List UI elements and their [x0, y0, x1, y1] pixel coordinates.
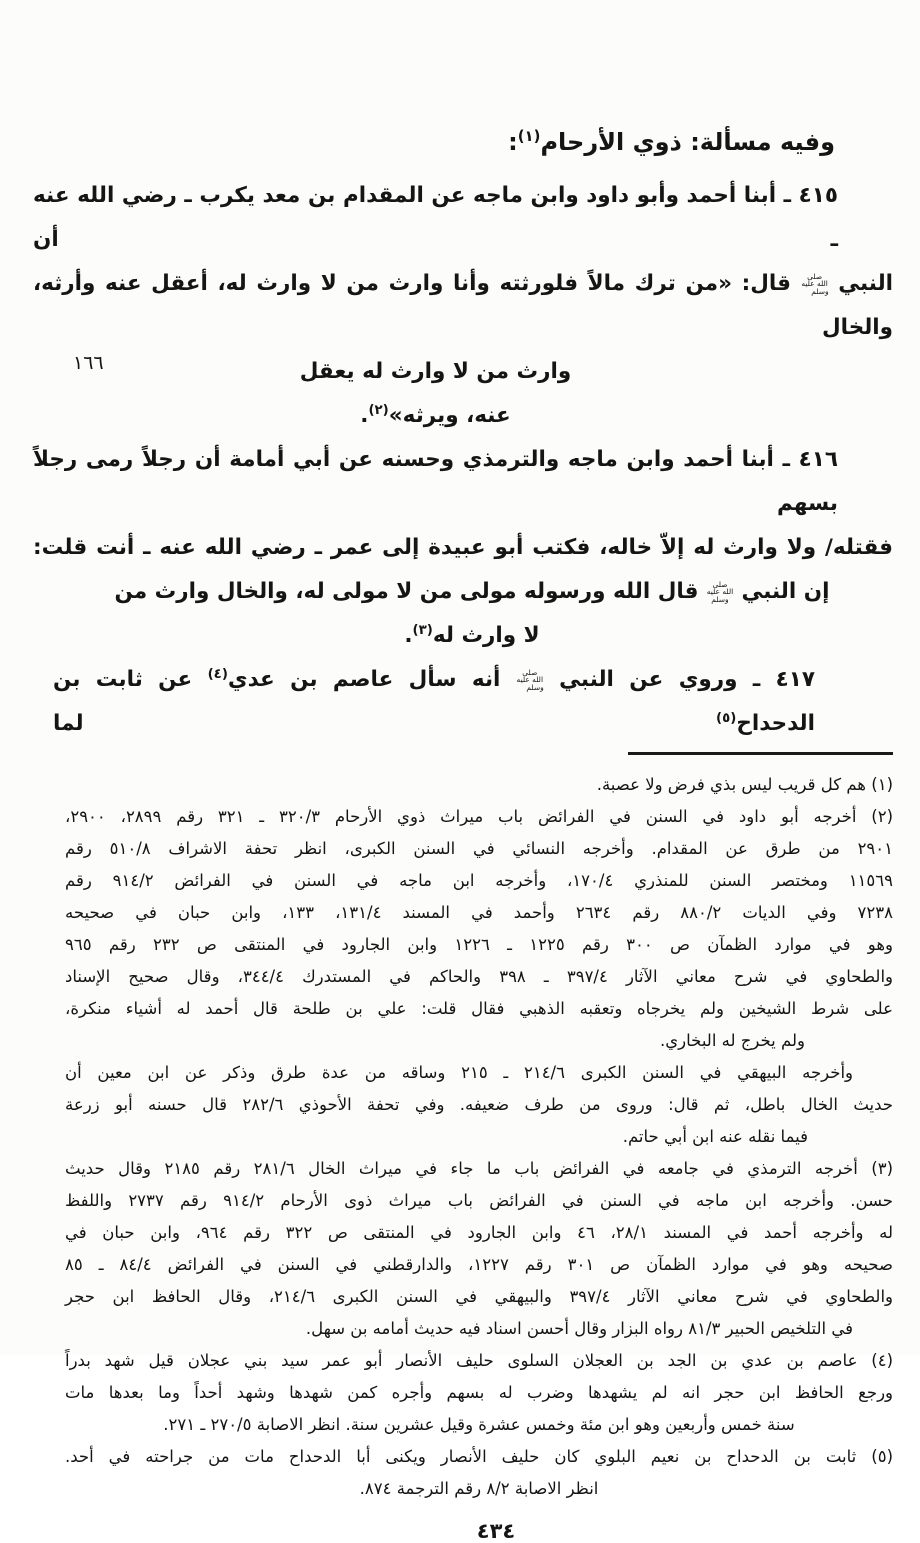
footnotes-block — [33, 769, 893, 1505]
footnote-2-line-5: وهو في موارد الظمآن ص ٣٠٠ رقم ١٢٢٥ ـ ١٢٢٦ وابن الجارود في المنتقى ص ٢٣٢ رقم ٩٦٥ — [65, 935, 893, 954]
footnote-3-line-1: (٣) أخرجه الترمذي في جامعه في الفرائض باب ما جاء في ميراث الخال ٢٨١/٦ رقم ٢١٨٥ وقال حديث — [65, 1159, 894, 1178]
footnote-2-line-10: حديث الخال باطل، ثم قال: وروى من طرف ضعيفه. وفي تحفة الأحوذي ٢٨٢/٦ قال حسنه أبو زرعة — [65, 1095, 893, 1114]
footnote-2-line-8: ولم يخرج له البخاري. — [660, 1031, 805, 1050]
page-number: ٤٣٤ — [476, 1519, 516, 1543]
footnote-2-line-9: وأخرجه البيهقي في السنن الكبرى ٢١٤/٦ ـ ٢١٥ وساقه من عدة طرق وذكر عن ابن معين أن — [65, 1063, 853, 1082]
footnote-2-line-3: ١١٥٦٩ ومختصر السنن للمنذري ١٧٠/٤، وأخرجه ابن ماجه في السنن في الفرائض ٩١٤/٢ رقم — [65, 871, 893, 890]
hadith-416-line-3: إن النبي صلى الله عليه وسلم قال الله ورسوله مولى من لا مولى له، والخال وارث من لا وارث له$^{(٣)}$. — [114, 579, 830, 648]
text-column — [33, 0, 893, 1543]
margin-folio-number: ١٦٦ — [73, 352, 104, 374]
footnote-2-line-6: والطحاوي في شرح معاني الآثار ٣٩٧/٤ ـ ٣٩٨ والحاكم في المستدرك ٣٤٤/٤، وقال صحيح الإسناد — [65, 967, 894, 986]
hadith-417-line-1: ٤١٧ ـ وروي عن النبي صلى الله عليه وسلم أنه سأل عاصم بن عدي$^{(٤)}$ عن ثابت بن الدحداح$^{(٥)}$ لما — [53, 666, 816, 736]
hadith-415-line-1: ٤١٥ ـ أبنا أحمد وأبو داود وابن ماجه عن المقدام بن معد يكرب ـ رضي الله عنه ـ أن — [33, 183, 838, 252]
footnote-5-line-2: انظر الاصابة ٨/٢ رقم الترجمة ٨٧٤. — [359, 1479, 599, 1498]
pbuh-seal: صلى الله عليه وسلم — [801, 271, 829, 296]
footnote-3-line-6: في التلخيص الحبير ٨١/٣ رواه البزار وقال أحسن اسناد فيه حديث أمامه بن سهل. — [305, 1319, 853, 1338]
footnote-3-line-4: صحيحه وهو في موارد الظمآن ص ٣٠١ رقم ١٢٢٧، والدارقطني في السنن في الفرائض ٨٤/٤ ـ ٨٥ — [65, 1255, 894, 1274]
footnote-2-line-2: ٢٩٠١ من طرق عن المقدام. وأخرجه النسائي في السنن الكبرى، انظر تحفة الاشراف ٥١٠/٨ رقم — [65, 839, 894, 858]
footnote-2-line-7: على شرط الشيخين ولم يخرجاه وتعقبه الذهبي فقال قلت: علي بن طلحة قال أحمد له أشياء منكرة، — [65, 999, 893, 1018]
pbuh-seal: صلى الله عليه وسلم — [516, 667, 544, 692]
hadith-416-line-1: ٤١٦ ـ أبنا أحمد وابن ماجه والترمذي وحسنه عن أبي أمامة أن رجلاً رمى رجلاً بسهم — [33, 447, 838, 516]
footnote-1-line-1: (١) هم كل قريب ليس بذي فرض ولا عصبة. — [596, 775, 893, 794]
footnote-4-line-1: (٤) عاصم بن عدي بن الجد بن العجلان السلوى حليف الأنصار أبو عمر سيد بني عجلان قيل شهد بدراً — [65, 1351, 893, 1370]
footnote-2-line-11: فيما نقله عنه ابن أبي حاتم. — [622, 1127, 808, 1146]
footnote-3-line-5: والطحاوي في شرح معاني الآثار ٣٩٧/٤ والبيهقي في السنن الكبرى ٢١٤/٦، وقال الحافظ ابن حجر — [65, 1287, 893, 1306]
pbuh-seal: صلى الله عليه وسلم — [706, 579, 734, 604]
footnote-separator — [628, 752, 893, 755]
footnote-2-line-1: (٢) أخرجه أبو داود في السنن في الفرائض باب ميراث ذوي الأرحام ٣٢٠/٣ ـ ٣٢١ رقم ٢٨٩٩، ٢٩٠٠، — [65, 807, 893, 826]
hadith-416-line-2: فقتله/ ولا وارث له إلاّ خاله، فكتب أبو عبيدة إلى عمر ـ رضي الله عنه ـ أنت قلت: — [33, 535, 893, 560]
footnote-3-line-2: حسن. وأخرجه ابن ماجه في السنن في الفرائض باب ميراث ذوى الأرحام ٩١٤/٢ رقم ٢٧٣٧ واللفظ — [65, 1191, 893, 1210]
footnote-3-line-3: له وأخرجه أحمد في المسند ٢٨/١، ٤٦ وابن الجارود في المنتقى ص ٣٢٢ رقم ٩٦٤، وابن حبان في — [65, 1223, 894, 1242]
footnote-4-line-2: ورجع الحافظ ابن حجر انه لم يشهدها وضرب له بسهم وأجره كمن شهدها وشهد أحداً وما بعدها مات — [65, 1383, 893, 1402]
section-heading: وفيه مسألة: ذوي الأرحام$^{(١)}$: — [508, 127, 835, 156]
footnote-4-line-3: سنة خمس وأربعين وهو ابن مئة وخمس عشرة وقيل عشرين سنة. انظر الاصابة ٢٧٠/٥ ـ ٢٧١. — [163, 1415, 795, 1434]
footnote-2-line-4: ٧٢٣٨ وفي الديات ٨٨٠/٢ رقم ٢٦٣٤ وأحمد في المسند ١٣١/٤، ١٣٣، وابن حبان في صحيحه — [65, 903, 893, 922]
footnote-5-line-1: (٥) ثابت بن الدحداح بن نعيم البلوي كان حليف الأنصار ويكنى أبا الدحداح مات من جراحته في أحد. — [65, 1447, 893, 1466]
hadith-415-line-2: النبي صلى الله عليه وسلم قال: «من ترك مالاً فلورثته وأنا وارث من لا وارث له، أعقل عنه وأرثه، والخال — [33, 271, 894, 340]
hadith-415-line-3: وارث من لا وارث له يعقل عنه، ويرثه»$^{(٢)}$. — [299, 359, 572, 428]
